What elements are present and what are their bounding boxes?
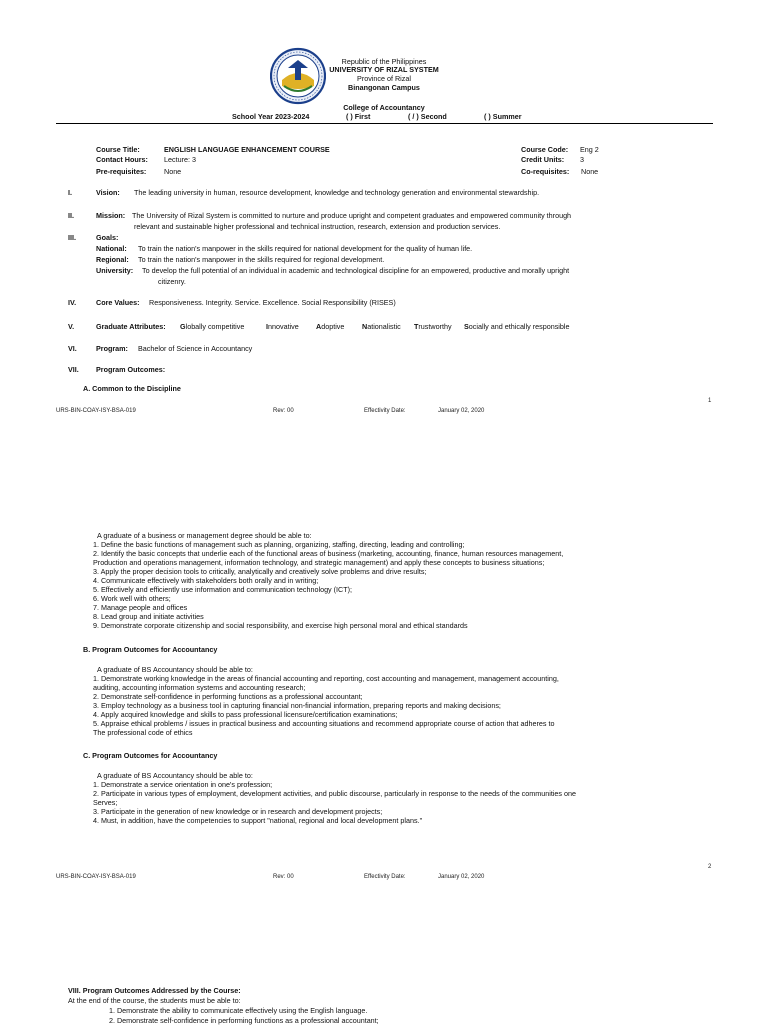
list-item: 1. Demonstrate working knowledge in the areas of financial accounting and reporting, cost accounting and management, management accounting, [93, 674, 559, 683]
grad-attr-number: V. [68, 322, 75, 331]
grad-attr-0 [180, 322, 244, 331]
university-goal-text-1: To develop the full potential of an individual in academic and technological discipline for an empowered, productive and morally upright [142, 266, 570, 275]
list-item: Production and operations management, information technology, and strategic management) and apply these concepts to business situations; [93, 558, 545, 567]
course-code-value: Eng 2 [580, 145, 599, 154]
list-item: 4. Must, in addition, have the competencies to support "national, regional and local development plans." [93, 816, 423, 825]
university-name: UNIVERSITY OF RIZAL SYSTEM [329, 65, 439, 74]
regional-text: To train the nation's manpower in the skills required for regional development. [138, 255, 385, 264]
list-item: 6. Work well with others; [93, 594, 171, 603]
province-line: Province of Rizal [357, 74, 411, 83]
national-text: To train the nation's manpower in the skills required for national development for the quality of human life. [138, 244, 473, 253]
page-number-2: 2 [708, 864, 712, 870]
list-item: 2. Demonstrate self-confidence in performing functions as a professional accountant; [93, 692, 363, 701]
grad-attr-1 [266, 322, 299, 331]
grad-attr-initial: G [180, 322, 186, 331]
coreq-label: Co-requisites: [521, 167, 570, 176]
grad-attr-rest: lobally competitive [185, 322, 245, 331]
list-item: 5. Effectively and efficiently use information and communication technology (ICT); [93, 585, 353, 594]
goals-label: Goals: [96, 233, 119, 242]
course-title-value: ENGLISH LANGUAGE ENHANCEMENT COURSE [164, 145, 330, 154]
contact-hours-label: Contact Hours: [96, 155, 148, 164]
vision-number: I. [68, 188, 72, 197]
list-item: 3. Apply the proper decision tools to critically, analytically and creatively solve problems and drive results; [93, 567, 427, 576]
accountancy-outcomes-heading-c: C. Program Outcomes for Accountancy [83, 751, 218, 760]
prereq-label: Pre-requisites: [96, 167, 147, 176]
vision-label: Vision: [96, 188, 120, 197]
term-second: ( / ) Second [408, 112, 447, 121]
footer-rev: Rev: 00 [273, 874, 294, 880]
grad-attr-initial: S [464, 322, 469, 331]
grad-attr-rest: ocially and ethically responsible [468, 322, 570, 331]
core-values-label: Core Values: [96, 298, 140, 307]
footer-effectivity-date: January 02, 2020 [438, 408, 485, 414]
grad-attr-rest: rustworthy [418, 322, 452, 331]
course-title-label: Course Title: [96, 145, 140, 154]
list-item: 3. Participate in the generation of new knowledge or in research and development projects; [93, 807, 383, 816]
list-item: 3. Employ technology as a business tool in capturing financial non-financial information, preparing reports and making decisions; [93, 701, 501, 710]
list-item: 5. Appraise ethical problems / issues in practical business and accounting situations and recommend appropriate course of action that adheres to [93, 719, 555, 728]
grad-attr-4 [414, 322, 452, 331]
grad-attr-rest: nnovative [268, 322, 299, 331]
grad-attr-rest: ationalistic [367, 322, 401, 331]
grad-attr-initial: I [266, 322, 268, 331]
list-item: Serves; [93, 798, 118, 807]
university-goal-text-2: citizenry. [158, 277, 186, 286]
footer-effectivity-date: January 02, 2020 [438, 874, 485, 880]
school-year: School Year 2023-2024 [232, 112, 310, 121]
term-summer: ( ) Summer [484, 112, 522, 121]
footer-doc-code: URS-BIN-COAY-ISY-BSA-019 [56, 874, 136, 880]
program-text: Bachelor of Science in Accountancy [138, 344, 253, 353]
grad-attr-initial: A [316, 322, 322, 331]
business-grad-intro: A graduate of a business or management degree should be able to: [97, 531, 312, 540]
header-rule [56, 123, 713, 124]
list-item: 2. Participate in various types of employment, development activities, and public discourse, particularly in response to the needs of the communities one [93, 789, 577, 798]
footer-effectivity-label: Effectivity Date: [364, 874, 406, 880]
footer-rev: Rev: 00 [273, 408, 294, 414]
grad-attr-rest: doptive [321, 322, 345, 331]
vision-text: The leading university in human, resource development, knowledge and technology generation and environmental stewardship. [134, 188, 540, 197]
list-item: 1. Demonstrate a service orientation in one's profession; [93, 780, 273, 789]
republic-line: Republic of the Philippines [341, 57, 427, 66]
grad-attr-label: Graduate Attributes: [96, 322, 166, 331]
list-item: 1. Define the basic functions of management such as planning, organizing, staffing, directing, leading and controlling; [93, 540, 465, 549]
page-number-1: 1 [708, 398, 712, 404]
contact-hours-value: Lecture: 3 [164, 155, 196, 164]
outcomes-label: Program Outcomes: [96, 365, 166, 374]
regional-label: Regional: [96, 255, 129, 264]
footer-doc-code: URS-BIN-COAY-ISY-BSA-019 [56, 408, 136, 414]
core-values-text: Responsiveness. Integrity. Service. Excellence. Social Responsibility (RISES) [149, 298, 396, 307]
list-item: 4. Communicate effectively with stakeholders both orally and in writing; [93, 576, 319, 585]
program-label: Program: [96, 344, 128, 353]
list-item: The professional code of ethics [93, 728, 193, 737]
course-outcomes-intro: At the end of the course, the students must be able to: [68, 996, 241, 1005]
credit-units-label: Credit Units: [521, 155, 565, 164]
list-item: 2. Demonstrate self-confidence in performing functions as a professional accountant; [109, 1016, 379, 1025]
common-discipline-heading: A. Common to the Discipline [83, 384, 181, 393]
list-item: 8. Lead group and initiate activities [93, 612, 204, 621]
list-item: auditing, accounting information systems and accounting research; [93, 683, 306, 692]
term-first: ( ) First [346, 112, 371, 121]
mission-number: II. [68, 211, 74, 220]
grad-attr-initial: N [362, 322, 368, 331]
national-label: National: [96, 244, 127, 253]
grad-attr-2 [316, 322, 344, 331]
grad-attr-initial: T [414, 322, 419, 331]
list-item: 4. Apply acquired knowledge and skills to pass professional licensure/certification examinations; [93, 710, 398, 719]
grad-attr-5 [464, 322, 569, 331]
accountancy-outcomes-heading-b: B. Program Outcomes for Accountancy [83, 645, 218, 654]
mission-text-2: relevant and sustainable higher professional and technical instruction, research, extension and production services. [134, 222, 501, 231]
accountancy-grad-intro-b: A graduate of BS Accountancy should be able to: [97, 665, 253, 674]
prereq-value: None [164, 167, 182, 176]
program-number: VI. [68, 344, 77, 353]
course-code-label: Course Code: [521, 145, 569, 154]
college-name: College of Accountancy [343, 103, 425, 112]
credit-units-value: 3 [580, 155, 584, 164]
mission-text-1: The University of Rizal System is committed to nurture and produce upright and competent graduates and empowered community through [132, 211, 572, 220]
mission-label: Mission: [96, 211, 126, 220]
list-item: 9. Demonstrate corporate citizenship and social responsibility, and exercise high personal moral and ethical standards [93, 621, 468, 630]
university-goal-label: University: [96, 266, 134, 275]
list-item: 7. Manage people and offices [93, 603, 188, 612]
accountancy-grad-intro-c: A graduate of BS Accountancy should be able to: [97, 771, 253, 780]
outcomes-number: VII. [68, 365, 79, 374]
coreq-value: None [581, 167, 599, 176]
grad-attr-3 [362, 322, 401, 331]
core-values-number: IV. [68, 298, 77, 307]
goals-number: III. [68, 233, 76, 242]
course-outcomes-heading: VIII. Program Outcomes Addressed by the Course: [68, 986, 241, 995]
campus-name: Binangonan Campus [348, 83, 420, 92]
footer-effectivity-label: Effectivity Date: [364, 408, 406, 414]
list-item: 2. Identify the basic concepts that underlie each of the functional areas of business (marketing, accounting, finance, human resources management, [93, 549, 564, 558]
list-item: 1. Demonstrate the ability to communicate effectively using the English language. [109, 1006, 368, 1015]
